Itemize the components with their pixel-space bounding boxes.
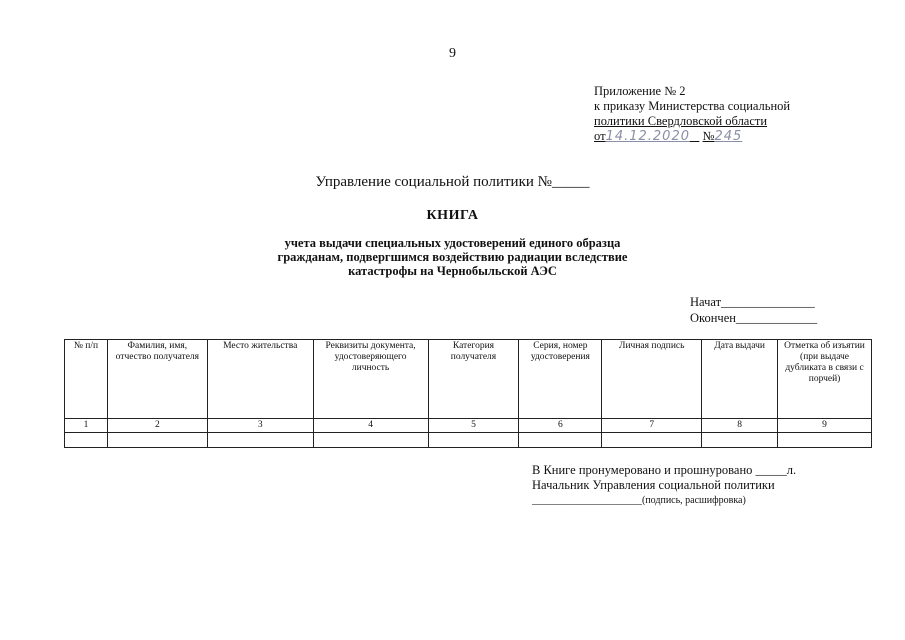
column-number-cell: 4 <box>313 419 428 433</box>
footer-pages-line: В Книге пронумеровано и прошнуровано _____л. <box>532 463 797 477</box>
footer-block <box>532 463 796 508</box>
header-cell: Категория получателя <box>428 340 519 419</box>
column-number-cell: 9 <box>778 419 872 433</box>
column-number-cell: 6 <box>519 419 602 433</box>
book-subtitle-line-1: учета выдачи специальных удостоверений единого образца <box>284 236 621 250</box>
department-heading: Управление социальной политики №_____ <box>315 174 590 190</box>
column-number-cell: 5 <box>428 419 519 433</box>
book-subtitle-line-3: катастрофы на Чернобыльской АЭС <box>348 264 557 278</box>
appendix-line-2: к приказу Министерства социальной <box>594 99 791 113</box>
table-number-row <box>65 419 872 433</box>
appendix-block <box>594 84 790 144</box>
empty-cell <box>602 433 702 448</box>
empty-cell <box>313 433 428 448</box>
appendix-line-1: Приложение № 2 <box>594 84 686 98</box>
column-number-cell: 1 <box>65 419 108 433</box>
ledger-table <box>64 339 872 448</box>
table-row <box>65 433 872 448</box>
empty-cell <box>428 433 519 448</box>
appendix-order-line <box>594 129 790 144</box>
header-cell: Отметка об изъятии (при выдаче дубликата в связи с порчей) <box>778 340 872 419</box>
header-cell: Личная подпись <box>602 340 702 419</box>
header-cell: № п/п <box>65 340 108 419</box>
appendix-from-label: от <box>594 129 606 143</box>
table-header-row <box>65 340 872 419</box>
empty-cell <box>519 433 602 448</box>
column-number-cell: 8 <box>702 419 778 433</box>
appendix-line-3: политики Свердловской области <box>594 114 768 128</box>
started-ended-block <box>690 294 817 326</box>
footer-head-line: Начальник Управления социальной политики <box>532 478 775 492</box>
book-subtitle <box>0 236 905 278</box>
header-cell: Дата выдачи <box>702 340 778 419</box>
header-cell: Серия, номер удостоверения <box>519 340 602 419</box>
handwritten-date: 14.12.2020 <box>605 129 690 144</box>
empty-cell <box>778 433 872 448</box>
book-subtitle-line-2: гражданам, подвергшимся воздействию радиации вследствие <box>277 250 628 264</box>
header-cell: Реквизиты документа, удостоверяющего личность <box>313 340 428 419</box>
ended-label: Окончен_____________ <box>690 311 818 325</box>
empty-cell <box>702 433 778 448</box>
page-number: 9 <box>449 46 456 61</box>
book-title: КНИГА <box>426 208 479 223</box>
column-number-cell: 3 <box>207 419 313 433</box>
empty-cell <box>107 433 207 448</box>
appendix-no-label: № <box>702 129 715 143</box>
started-label: Начат_______________ <box>690 295 815 309</box>
column-number-cell: 2 <box>107 419 207 433</box>
column-number-cell: 7 <box>602 419 702 433</box>
footer-signature-line: ______________________(подпись, расшифровка) <box>532 495 746 506</box>
empty-cell <box>207 433 313 448</box>
empty-cell <box>65 433 108 448</box>
handwritten-number: 245 <box>714 129 743 144</box>
header-cell: Фамилия, имя, отчество получателя <box>107 340 207 419</box>
header-cell: Место жительства <box>207 340 313 419</box>
